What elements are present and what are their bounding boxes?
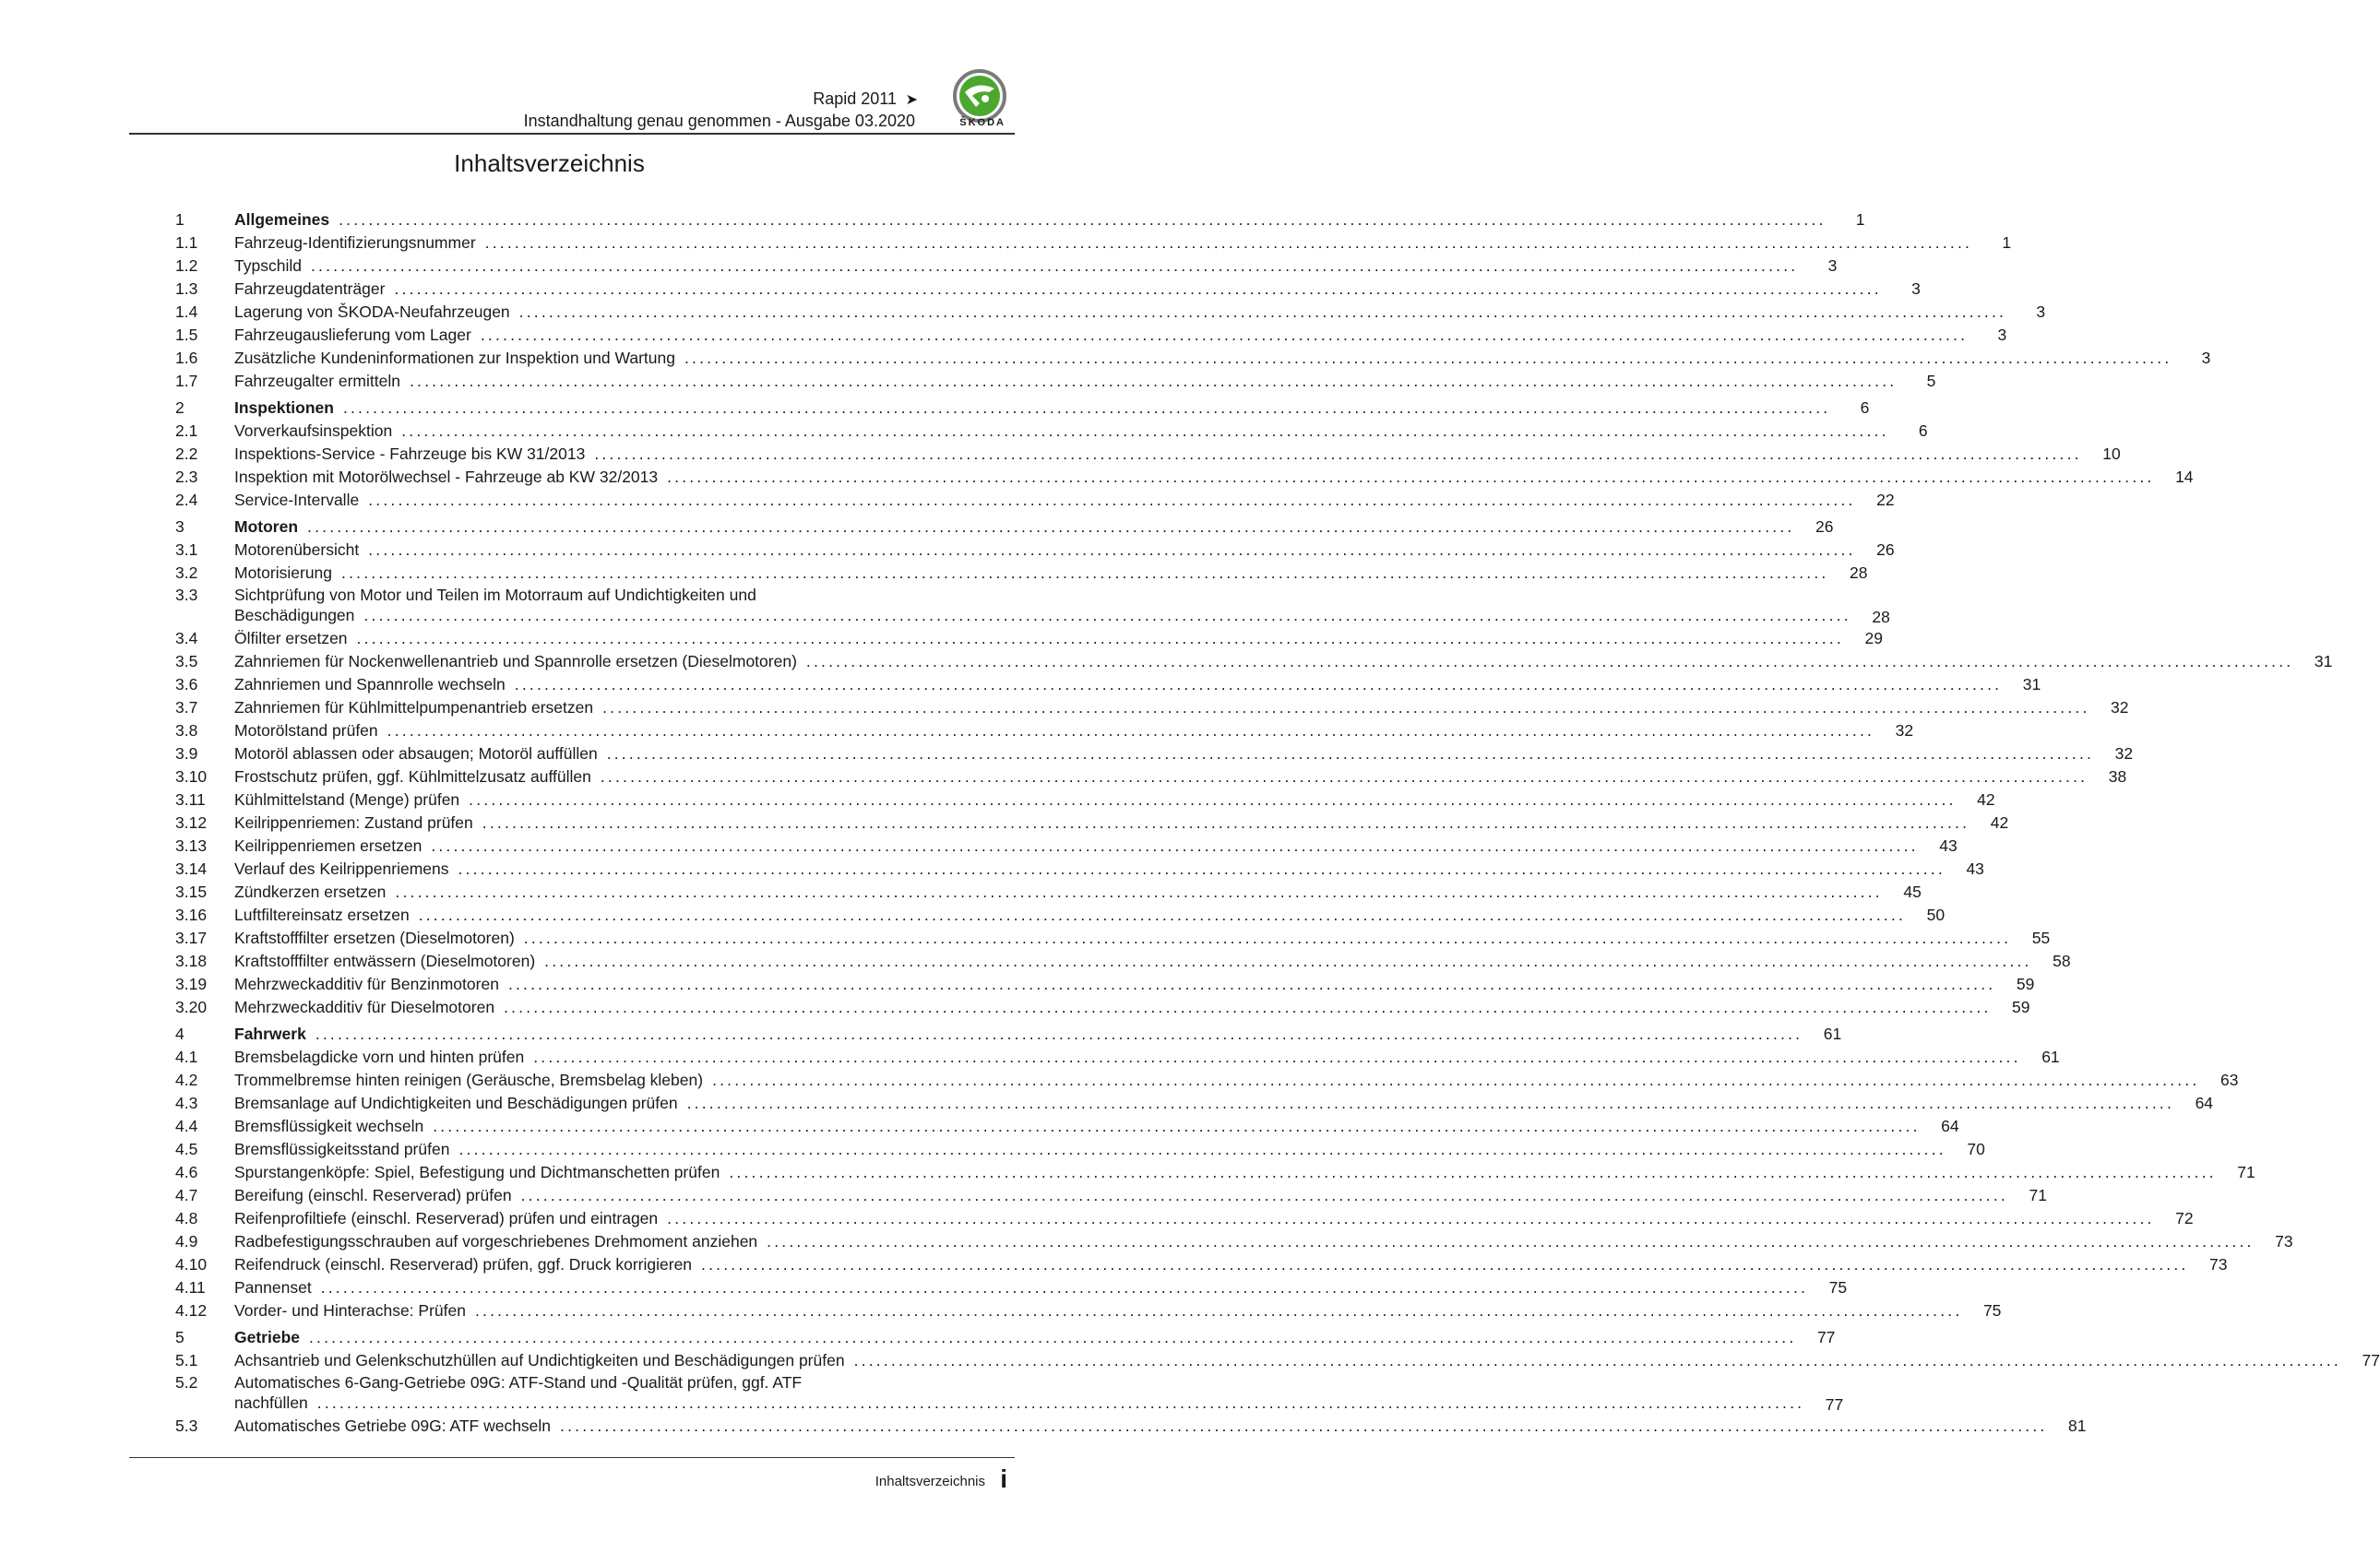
- toc-page: 31: [2314, 652, 2333, 670]
- toc-page: 42: [1977, 790, 1995, 809]
- toc-title: Ölfilter ersetzen: [234, 629, 348, 647]
- toc-number: 4.2: [175, 1071, 198, 1089]
- toc-title: Automatisches 6-Gang-Getriebe 09G: ATF-Stand und -Qualität prüfen, ggf. ATF: [234, 1373, 803, 1392]
- toc-title: Reifendruck (einschl. Reserverad) prüfen, ggf. Druck korrigieren: [234, 1255, 693, 1274]
- toc-entry-row[interactable]: [175, 904, 1946, 927]
- leader-dots: ........................................................................................................................................................................................................: [395, 883, 1883, 901]
- toc-entry-row[interactable]: [175, 650, 2333, 673]
- toc-page: 72: [2175, 1209, 2194, 1227]
- toc-title: Radbefestigungsschrauben auf vorgeschriebenes Drehmoment anziehen: [234, 1232, 758, 1251]
- leader-dots: ........................................................................................................................................................................................................: [594, 445, 2082, 463]
- toc-entry-row[interactable]: [175, 562, 1868, 585]
- toc-page: 61: [2041, 1048, 2060, 1066]
- toc-entry-row[interactable]: [175, 1115, 1959, 1138]
- toc-entry-row[interactable]: [175, 881, 1922, 904]
- toc-number: 3.4: [175, 629, 198, 647]
- toc-title: Getriebe: [234, 1328, 300, 1346]
- leader-dots: ........................................................................................................................................................................................................: [458, 1140, 1946, 1158]
- toc-entry-row[interactable]: [175, 719, 1914, 742]
- toc-title: Bremsflüssigkeit wechseln: [234, 1117, 424, 1135]
- toc-page: 6: [1860, 398, 1870, 417]
- leader-dots: ........................................................................................................................................................................................................: [667, 1209, 2155, 1227]
- toc-number: 3.7: [175, 698, 198, 717]
- leader-dots: ........................................................................................................................................................................................................: [514, 675, 2003, 694]
- toc-entry-row[interactable]: [175, 858, 1984, 881]
- leader-dots: ........................................................................................................................................................................................................: [507, 975, 1996, 993]
- toc-entry-row[interactable]: [175, 627, 1883, 650]
- toc-number: 3.2: [175, 563, 198, 582]
- toc-number: 4.12: [175, 1301, 208, 1320]
- toc-entry-row[interactable]: [175, 1276, 1848, 1299]
- toc-entry-row[interactable]: [175, 370, 1936, 393]
- toc-page: 3: [2201, 349, 2211, 367]
- leader-dots: ........................................................................................................................................................................................................: [401, 421, 1889, 440]
- toc-page: 43: [1966, 859, 1984, 878]
- header-title: Rapid 2011: [813, 89, 897, 108]
- toc-number: 2.4: [175, 491, 198, 509]
- leader-dots: ........................................................................................................................................................................................................: [684, 349, 2172, 367]
- toc-page: 31: [2022, 675, 2041, 694]
- toc-chapter-row[interactable]: [175, 397, 1870, 420]
- leader-dots: ........................................................................................................................................................................................................: [309, 1328, 1797, 1346]
- toc-title-continued: nachfüllen: [234, 1393, 308, 1412]
- toc-number: 4.5: [175, 1140, 198, 1158]
- toc-page: 61: [1823, 1025, 1842, 1043]
- leader-dots: ........................................................................................................................................................................................................: [482, 813, 1970, 832]
- toc-number: 3.10: [175, 767, 208, 786]
- toc-number: 3: [175, 517, 184, 536]
- toc-page: 28: [1849, 563, 1868, 582]
- toc-entry-row[interactable]: [175, 231, 2012, 255]
- toc-entry-row[interactable]: [175, 585, 1890, 627]
- toc-number: 3.15: [175, 883, 208, 901]
- toc-page: 71: [2029, 1186, 2047, 1204]
- toc-entry-row[interactable]: [175, 1138, 1985, 1161]
- toc-page: 64: [1941, 1117, 1959, 1135]
- toc-title: Vorverkaufsinspektion: [234, 421, 393, 440]
- leader-dots: ........................................................................................................................................................................................................: [368, 540, 1856, 559]
- toc-page: 45: [1903, 883, 1922, 901]
- toc-entry-row[interactable]: [175, 1069, 2239, 1092]
- toc-title: Keilrippenriemen: Zustand prüfen: [234, 813, 473, 832]
- toc-title: Kühlmittelstand (Menge) prüfen: [234, 790, 460, 809]
- leader-dots: ........................................................................................................................................................................................................: [560, 1417, 2048, 1435]
- toc-entry-row[interactable]: [175, 696, 2129, 719]
- leader-dots: ........................................................................................................................................................................................................: [363, 606, 1851, 624]
- footer-rule: [129, 1457, 1015, 1458]
- toc-title: Fahrzeugalter ermitteln: [234, 372, 400, 390]
- toc-number: 3.6: [175, 675, 198, 694]
- toc-title: Trommelbremse hinten reinigen (Geräusche, Bremsbelag kleben): [234, 1071, 704, 1089]
- toc-title: Pannenset: [234, 1278, 312, 1297]
- toc-entry-row[interactable]: [175, 1415, 2087, 1438]
- leader-dots: ........................................................................................................................................................................................................: [667, 468, 2155, 486]
- leader-dots: ........................................................................................................................................................................................................: [686, 1094, 2175, 1112]
- header-rule: [129, 133, 1015, 135]
- toc-number: 3.13: [175, 836, 208, 855]
- toc-title: Bremsbelagdicke vorn und hinten prüfen: [234, 1048, 525, 1066]
- toc-page: 64: [2195, 1094, 2214, 1112]
- toc-title-continued: Beschädigungen: [234, 606, 355, 624]
- leader-dots: ........................................................................................................................................................................................................: [520, 1186, 2008, 1204]
- leader-dots: ........................................................................................................................................................................................................: [701, 1255, 2189, 1274]
- toc-entry-row[interactable]: [175, 835, 1958, 858]
- brand-wordmark: ŠKODA: [959, 117, 1006, 128]
- leader-dots: ........................................................................................................................................................................................................: [853, 1351, 2341, 1369]
- toc-page: 50: [1926, 906, 1946, 924]
- toc-title: Achsantrieb und Gelenkschutzhüllen auf Undichtigkeiten und Beschädigungen prüfen: [234, 1351, 845, 1369]
- toc-page: 3: [1997, 326, 2007, 344]
- toc-title: Bereifung (einschl. Reserverad) prüfen: [234, 1186, 512, 1204]
- toc-title: Zahnriemen und Spannrolle wechseln: [234, 675, 506, 694]
- toc-entry-row[interactable]: [175, 420, 1928, 443]
- toc-number: 3.14: [175, 859, 208, 878]
- toc-number: 5.2: [175, 1373, 198, 1392]
- leader-dots: ........................................................................................................................................................................................................: [767, 1232, 2255, 1251]
- toc-number: 3.12: [175, 813, 208, 832]
- leader-dots: ........................................................................................................................................................................................................: [474, 1301, 1963, 1320]
- toc-page: 38: [2108, 767, 2127, 786]
- leader-dots: ........................................................................................................................................................................................................: [409, 372, 1898, 390]
- toc-title: Fahrzeugdatenträger: [234, 279, 386, 298]
- footer-label: Inhaltsverzeichnis: [875, 1474, 985, 1489]
- toc-title: Bremsflüssigkeitsstand prüfen: [234, 1140, 450, 1158]
- leader-dots: ........................................................................................................................................................................................................: [805, 652, 2294, 670]
- leader-dots: ........................................................................................................................................................................................................: [504, 998, 1992, 1016]
- toc-number: 1.5: [175, 326, 198, 344]
- toc-entry-row[interactable]: [175, 1372, 1844, 1415]
- toc-page: 26: [1815, 517, 1834, 536]
- toc-number: 4.4: [175, 1117, 198, 1135]
- toc-page: 14: [2175, 468, 2194, 486]
- toc-number: 3.20: [175, 998, 208, 1016]
- toc-title: Reifenprofiltiefe (einschl. Reserverad) prüfen und eintragen: [234, 1209, 659, 1227]
- table-of-contents: [175, 205, 2380, 1438]
- toc-page: 1: [2002, 233, 2012, 252]
- leader-dots: ........................................................................................................................................................................................................: [387, 721, 1875, 740]
- toc-page: 73: [2209, 1255, 2228, 1274]
- toc-page: 75: [1828, 1278, 1848, 1297]
- toc-page: 10: [2102, 445, 2121, 463]
- leader-dots: ........................................................................................................................................................................................................: [458, 859, 1946, 878]
- toc-number: 1.2: [175, 256, 198, 275]
- toc-page: 70: [1967, 1140, 1985, 1158]
- toc-title: Bremsanlage auf Undichtigkeiten und Beschädigungen prüfen: [234, 1094, 678, 1112]
- toc-entry-row[interactable]: [175, 1207, 2194, 1230]
- toc-page: 22: [1876, 491, 1895, 509]
- toc-title: Service-Intervalle: [234, 491, 360, 509]
- toc-entry-row[interactable]: [175, 1184, 2047, 1207]
- toc-number: 4.10: [175, 1255, 208, 1274]
- toc-page: 77: [2362, 1351, 2380, 1369]
- toc-page: 32: [2111, 698, 2129, 717]
- toc-number: 1.4: [175, 302, 198, 321]
- toc-entry-row[interactable]: [175, 973, 2035, 996]
- toc-number: 1.1: [175, 233, 198, 252]
- leader-dots: ........................................................................................................................................................................................................: [368, 491, 1856, 509]
- leader-dots: ........................................................................................................................................................................................................: [600, 767, 2088, 786]
- toc-title: Motorisierung: [234, 563, 333, 582]
- toc-title: Lagerung von ŠKODA-Neufahrzeugen: [234, 302, 510, 321]
- toc-number: 5.3: [175, 1417, 198, 1435]
- toc-entry-row[interactable]: [175, 1161, 2255, 1184]
- toc-entry-row[interactable]: [175, 443, 2121, 466]
- toc-page: 28: [1872, 608, 1890, 626]
- toc-page: 81: [2067, 1417, 2087, 1435]
- toc-number: 4: [175, 1025, 184, 1043]
- toc-title: Motoröl ablassen oder absaugen; Motoröl auffüllen: [234, 744, 598, 763]
- toc-title: Fahrzeugauslieferung vom Lager: [234, 326, 471, 344]
- leader-dots: ........................................................................................................................................................................................................: [484, 233, 1973, 252]
- arrow-icon: ➤: [905, 92, 918, 108]
- toc-page: 6: [1918, 421, 1928, 440]
- toc-number: 3.17: [175, 929, 208, 947]
- toc-number: 3.18: [175, 952, 208, 970]
- toc-number: 4.8: [175, 1209, 198, 1227]
- skoda-logo-icon: [952, 68, 1007, 124]
- toc-number: 1.6: [175, 349, 198, 367]
- toc-title: Allgemeines: [234, 210, 330, 229]
- toc-entry-row[interactable]: [175, 301, 2046, 324]
- toc-page: 32: [2114, 744, 2134, 763]
- toc-page: 3: [1827, 256, 1838, 275]
- toc-number: 5.1: [175, 1351, 198, 1369]
- toc-page: 77: [1825, 1395, 1844, 1414]
- toc-page: 29: [1864, 629, 1883, 647]
- leader-dots: ........................................................................................................................................................................................................: [320, 1278, 1809, 1297]
- toc-page: 42: [1990, 813, 2009, 832]
- toc-entry-row[interactable]: [175, 950, 2071, 973]
- toc-entry-row[interactable]: [175, 812, 2009, 835]
- toc-entry-row[interactable]: [175, 765, 2127, 788]
- toc-page: 55: [2031, 929, 2051, 947]
- toc-entry-row[interactable]: [175, 1349, 2380, 1372]
- toc-number: 3.16: [175, 906, 208, 924]
- toc-page: 63: [2220, 1071, 2239, 1089]
- toc-title: Vorder- und Hinterachse: Prüfen: [234, 1301, 466, 1320]
- leader-dots: ........................................................................................................................................................................................................: [341, 563, 1829, 582]
- toc-title: Spurstangenköpfe: Spiel, Befestigung und Dichtmanschetten prüfen: [234, 1163, 720, 1181]
- toc-title: Automatisches Getriebe 09G: ATF wechseln: [234, 1417, 552, 1435]
- toc-entry-row[interactable]: [175, 1046, 2060, 1069]
- leader-dots: ........................................................................................................................................................................................................: [310, 256, 1799, 275]
- toc-number: 4.9: [175, 1232, 198, 1251]
- toc-chapter-row[interactable]: [175, 516, 1834, 539]
- toc-title: Luftfiltereinsatz ersetzen: [234, 906, 410, 924]
- toc-entry-row[interactable]: [175, 347, 2211, 370]
- toc-title: Mehrzweckadditiv für Dieselmotoren: [234, 998, 495, 1016]
- toc-title: Zusätzliche Kundeninformationen zur Inspektion und Wartung: [234, 349, 675, 367]
- toc-entry-row[interactable]: [175, 927, 2051, 950]
- leader-dots: ........................................................................................................................................................................................................: [315, 1025, 1803, 1043]
- toc-number: 3.19: [175, 975, 208, 993]
- toc-number: 3.11: [175, 790, 206, 809]
- toc-number: 2: [175, 398, 184, 417]
- leader-dots: ........................................................................................................................................................................................................: [433, 1117, 1921, 1135]
- toc-title: Keilrippenriemen ersetzen: [234, 836, 422, 855]
- toc-number: 2.1: [175, 421, 198, 440]
- toc-entry-row[interactable]: [175, 278, 1921, 301]
- page-footer: [129, 1457, 1015, 1493]
- toc-entry-row[interactable]: [175, 742, 2134, 765]
- leader-dots: ........................................................................................................................................................................................................: [712, 1071, 2200, 1089]
- toc-title: Kraftstofffilter ersetzen (Dieselmotoren): [234, 929, 515, 947]
- toc-title: Motorölstand prüfen: [234, 721, 378, 740]
- toc-entry-row[interactable]: [175, 996, 2030, 1019]
- toc-entry-row[interactable]: [175, 1253, 2228, 1276]
- footer-page-number: i: [1000, 1464, 1007, 1493]
- toc-entry-row[interactable]: [175, 489, 1895, 512]
- toc-number: 3.3: [175, 586, 198, 604]
- toc-number: 4.1: [175, 1048, 198, 1066]
- toc-title: Frostschutz prüfen, ggf. Kühlmittelzusatz auffüllen: [234, 767, 591, 786]
- page-title: Inhaltsverzeichnis: [454, 149, 645, 177]
- toc-title: Zahnriemen für Kühlmittelpumpenantrieb ersetzen: [234, 698, 594, 717]
- leader-dots: ........................................................................................................................................................................................................: [480, 326, 1969, 344]
- toc-page: 71: [2237, 1163, 2255, 1181]
- toc-entry-row[interactable]: [175, 539, 1895, 562]
- leader-dots: ........................................................................................................................................................................................................: [544, 952, 2032, 970]
- leader-dots: ........................................................................................................................................................................................................: [533, 1048, 2021, 1066]
- toc-title: Zündkerzen ersetzen: [234, 883, 387, 901]
- toc-title: Fahrzeug-Identifizierungsnummer: [234, 233, 476, 252]
- leader-dots: ........................................................................................................................................................................................................: [518, 302, 2007, 321]
- toc-title: Inspektions-Service - Fahrzeuge bis KW 31/2013: [234, 445, 586, 463]
- toc-title: Sichtprüfung von Motor und Teilen im Motorraum auf Undichtigkeiten und: [234, 586, 756, 604]
- toc-page: 59: [2016, 975, 2035, 993]
- toc-entry-row[interactable]: [175, 324, 2007, 347]
- leader-dots: ........................................................................................................................................................................................................: [342, 398, 1831, 417]
- header-subtitle: Instandhaltung genau genommen - Ausgabe 03.2020: [523, 112, 915, 130]
- toc-entry-row[interactable]: [175, 466, 2194, 489]
- leader-dots: ........................................................................................................................................................................................................: [523, 929, 2012, 947]
- toc-number: 2.2: [175, 445, 198, 463]
- toc-number: 3.5: [175, 652, 198, 670]
- leader-dots: ........................................................................................................................................................................................................: [316, 1393, 1805, 1412]
- toc-entry-row[interactable]: [175, 673, 2041, 696]
- leader-dots: ........................................................................................................................................................................................................: [606, 744, 2095, 763]
- toc-title: Verlauf des Keilrippenriemens: [234, 859, 449, 878]
- toc-entry-row[interactable]: [175, 1092, 2214, 1115]
- toc-title: Motorenübersicht: [234, 540, 360, 559]
- leader-dots: ........................................................................................................................................................................................................: [339, 210, 1827, 229]
- toc-title: Kraftstofffilter entwässern (Dieselmotoren): [234, 952, 536, 970]
- leader-dots: ........................................................................................................................................................................................................: [394, 279, 1882, 298]
- leader-dots: ........................................................................................................................................................................................................: [431, 836, 1919, 855]
- leader-dots: ........................................................................................................................................................................................................: [729, 1163, 2217, 1181]
- toc-number: 4.6: [175, 1163, 198, 1181]
- toc-entry-row[interactable]: [175, 788, 1995, 812]
- toc-entry-row[interactable]: [175, 255, 1838, 278]
- toc-title: Fahrwerk: [234, 1025, 306, 1043]
- toc-entry-row[interactable]: [175, 1230, 2293, 1253]
- leader-dots: ........................................................................................................................................................................................................: [469, 790, 1957, 809]
- toc-number: 2.3: [175, 468, 198, 486]
- toc-number: 4.11: [175, 1278, 206, 1297]
- toc-page: 58: [2053, 952, 2071, 970]
- toc-page: 77: [1816, 1328, 1836, 1346]
- toc-chapter-row[interactable]: [175, 1023, 1842, 1046]
- leader-dots: ........................................................................................................................................................................................................: [307, 517, 1795, 536]
- toc-number: 5: [175, 1328, 184, 1346]
- toc-page: 59: [2012, 998, 2030, 1016]
- toc-number: 4.3: [175, 1094, 198, 1112]
- toc-number: 3.8: [175, 721, 198, 740]
- toc-title: Zahnriemen für Nockenwellenantrieb und Spannrolle ersetzen (Dieselmotoren): [234, 652, 797, 670]
- toc-page: 73: [2275, 1232, 2293, 1251]
- toc-number: 3.1: [175, 540, 198, 559]
- toc-title: Inspektion mit Motorölwechsel - Fahrzeuge ab KW 32/2013: [234, 468, 659, 486]
- toc-title: Mehrzweckadditiv für Benzinmotoren: [234, 975, 499, 993]
- toc-page: 43: [1939, 836, 1958, 855]
- toc-title: Inspektionen: [234, 398, 334, 417]
- toc-page: 26: [1876, 540, 1895, 559]
- leader-dots: ........................................................................................................................................................................................................: [602, 698, 2090, 717]
- toc-chapter-row[interactable]: [175, 208, 1865, 231]
- toc-number: 1.7: [175, 372, 198, 390]
- toc-page: 5: [1926, 372, 1936, 390]
- toc-chapter-row[interactable]: [175, 1326, 1836, 1349]
- leader-dots: ........................................................................................................................................................................................................: [356, 629, 1844, 647]
- toc-title: Motoren: [234, 517, 299, 536]
- toc-page: 1: [1855, 210, 1865, 229]
- toc-number: 3.9: [175, 744, 198, 763]
- toc-page: 3: [2036, 302, 2046, 321]
- toc-number: 1: [175, 210, 184, 229]
- toc-page: 3: [1911, 279, 1921, 298]
- toc-entry-row[interactable]: [175, 1299, 2002, 1322]
- leader-dots: ........................................................................................................................................................................................................: [418, 906, 1907, 924]
- toc-title: Typschild: [234, 256, 302, 275]
- page-header: [129, 85, 1015, 133]
- toc-number: 1.3: [175, 279, 198, 298]
- toc-page: 32: [1895, 721, 1914, 740]
- toc-number: 4.7: [175, 1186, 198, 1204]
- toc-page: 75: [1982, 1301, 2002, 1320]
